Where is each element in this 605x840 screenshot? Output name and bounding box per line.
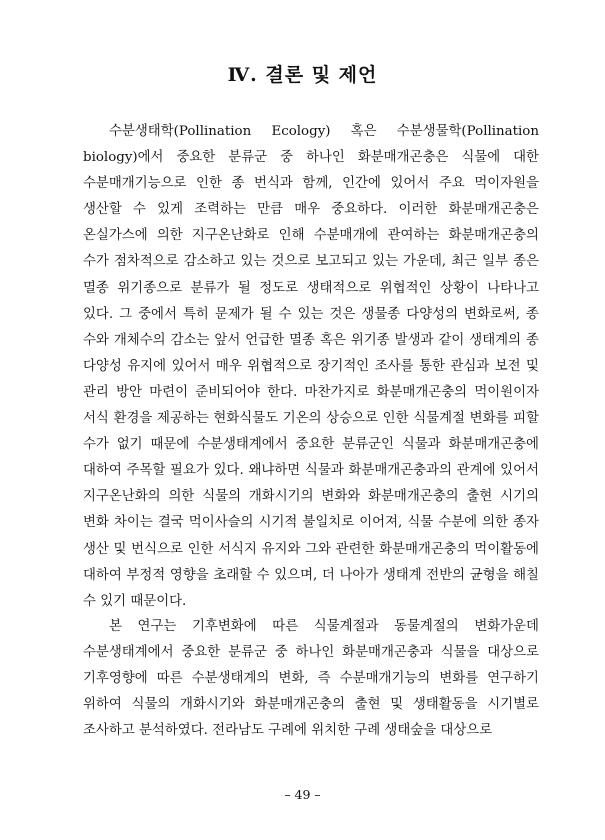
section-title: Ⅳ. 결론 및 제언 xyxy=(227,64,378,86)
paragraph-1: 수분생태학(Pollination Ecology) 혹은 수분생물학(Pollination biology)에서 중요한 분류군 중 하나인 화분매개곤충은 식물에 대한 수분매개기능으로 인한 종 번식과 함께, 인간에 있어서 주요 먹이자원을 생산할 수 있게 조력하는 만큼 매우 중요하다. 이러한 화분매개곤충은 온실가스에 의한 지구온난화로 인해 수분매개에 관여하는 화분매개곤충의 수가 점차적으로 감소하고 있는 것으로 보고되고 있는 가운데, 최근 일부 종은 멸종 위기종으로 분류가 될 정도로 생태적으로 위협적인 상황이 나타나고 있다. 그 중에서 특히 문제가 될 수 있는 것은 생물종 다양성의 변화로써, 종 수와 개체수의 감소는 앞서 언급한 멸종 혹은 위기종 발생과 같이 생태계의 종 다양성 유지에 있어서 매우 위협적으로 장기적인 조사를 통한 관심과 보전 및 관리 방안 마련이 준비되어야 한다. 마찬가지로 화분매개곤충의 먹이원이자 서식 환경을 제공하는 현화식물도 기온의 상승으로 인한 식물계절 변화를 피할 수가 없기 때문에 수분생태계에서 중요한 분류군인 식물과 화분매개곤충에 대하여 주목할 필요가 있다. 왜냐하면 식물과 화분매개곤충과의 관계에 있어서 지구온난화의 의한 식물의 개화시기의 변화와 화분매개곤충의 출현 시기의 변화 차이는 결국 먹이사슬의 시기적 불일치로 이어져, 식물 수분에 의한 종자 생산 및 번식으로 인한 서식지 유지와 그와 관련한 화분매개곤충의 먹이활동에 대하여 부정적 영향을 초래할 수 있으며, 더 나아가 생태계 전반의 균형을 해칠 수 있기 때문이다. xyxy=(83,124,539,609)
paragraph-2: 본 연구는 기후변화에 따른 식물계절과 동물계절의 변화가운데 수분생태계에서 중요한 분류군 중 하나인 화분매개곤충과 식물을 대상으로 기후영향에 따른 수분생태계의 변화, 즉 수분매개기능의 변화를 연구하기 위하여 식물의 개화시기와 화분매개곤충의 출현 및 생태활동을 시기별로 조사하고 분석하였다. 전라남도 구례에 위치한 구례 생태숲을 대상으로 xyxy=(83,619,539,739)
page-number: – 49 – xyxy=(284,787,321,802)
